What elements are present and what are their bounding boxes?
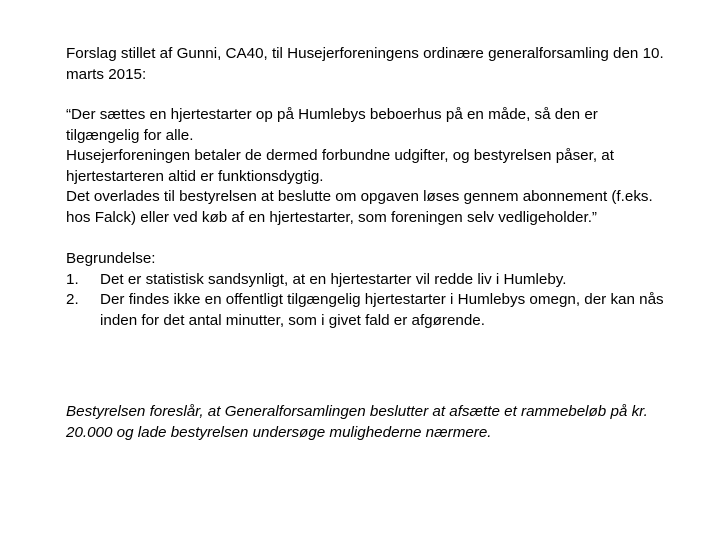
intro-paragraph: Forslag stillet af Gunni, CA40, til Husejerforeningens ordinære generalforsamling den 10. marts 2015:	[66, 45, 664, 83]
rationale-heading: Begrundelse:	[66, 250, 156, 267]
proposal-paragraph-1: “Der sættes en hjertestarter op på Humlebys beboerhus på en måde, så den er tilgængelig for alle.	[66, 106, 598, 144]
list-item-number: 1.	[66, 270, 79, 288]
list-item-text: Der findes ikke en offentligt tilgængelig hjertestarter i Humlebys omegn, der kan nås inden for det antal minutter, som i givet fald er afgørende.	[100, 291, 664, 329]
proposal-paragraph-2: Husejerforeningen betaler de dermed forbundne udgifter, og bestyrelsen påser, at hjertestarteren altid er funktionsdygtig.	[66, 147, 614, 185]
list-item-text: Det er statistisk sandsynligt, at en hjertestarter vil redde liv i Humleby.	[100, 270, 567, 288]
list-item	[66, 270, 666, 291]
proposal-paragraph-3: Det overlades til bestyrelsen at beslutte om opgaven løses gennem abonnement (f.eks. hos Falck) eller ved køb af en hjertestarter, som foreningen selv vedligeholder.”	[66, 188, 653, 226]
rationale-section	[66, 249, 666, 331]
list-item	[66, 290, 666, 331]
board-recommendation: Bestyrelsen foreslår, at Generalforsamlingen beslutter at afsætte et rammebeløb på kr. 20.000 og lade bestyrelsen undersøge mulighederne nærmere.	[66, 403, 648, 441]
document-page	[66, 44, 666, 443]
proposal-quote	[66, 105, 666, 228]
list-item-number: 2.	[66, 291, 79, 308]
rationale-list	[66, 270, 666, 332]
